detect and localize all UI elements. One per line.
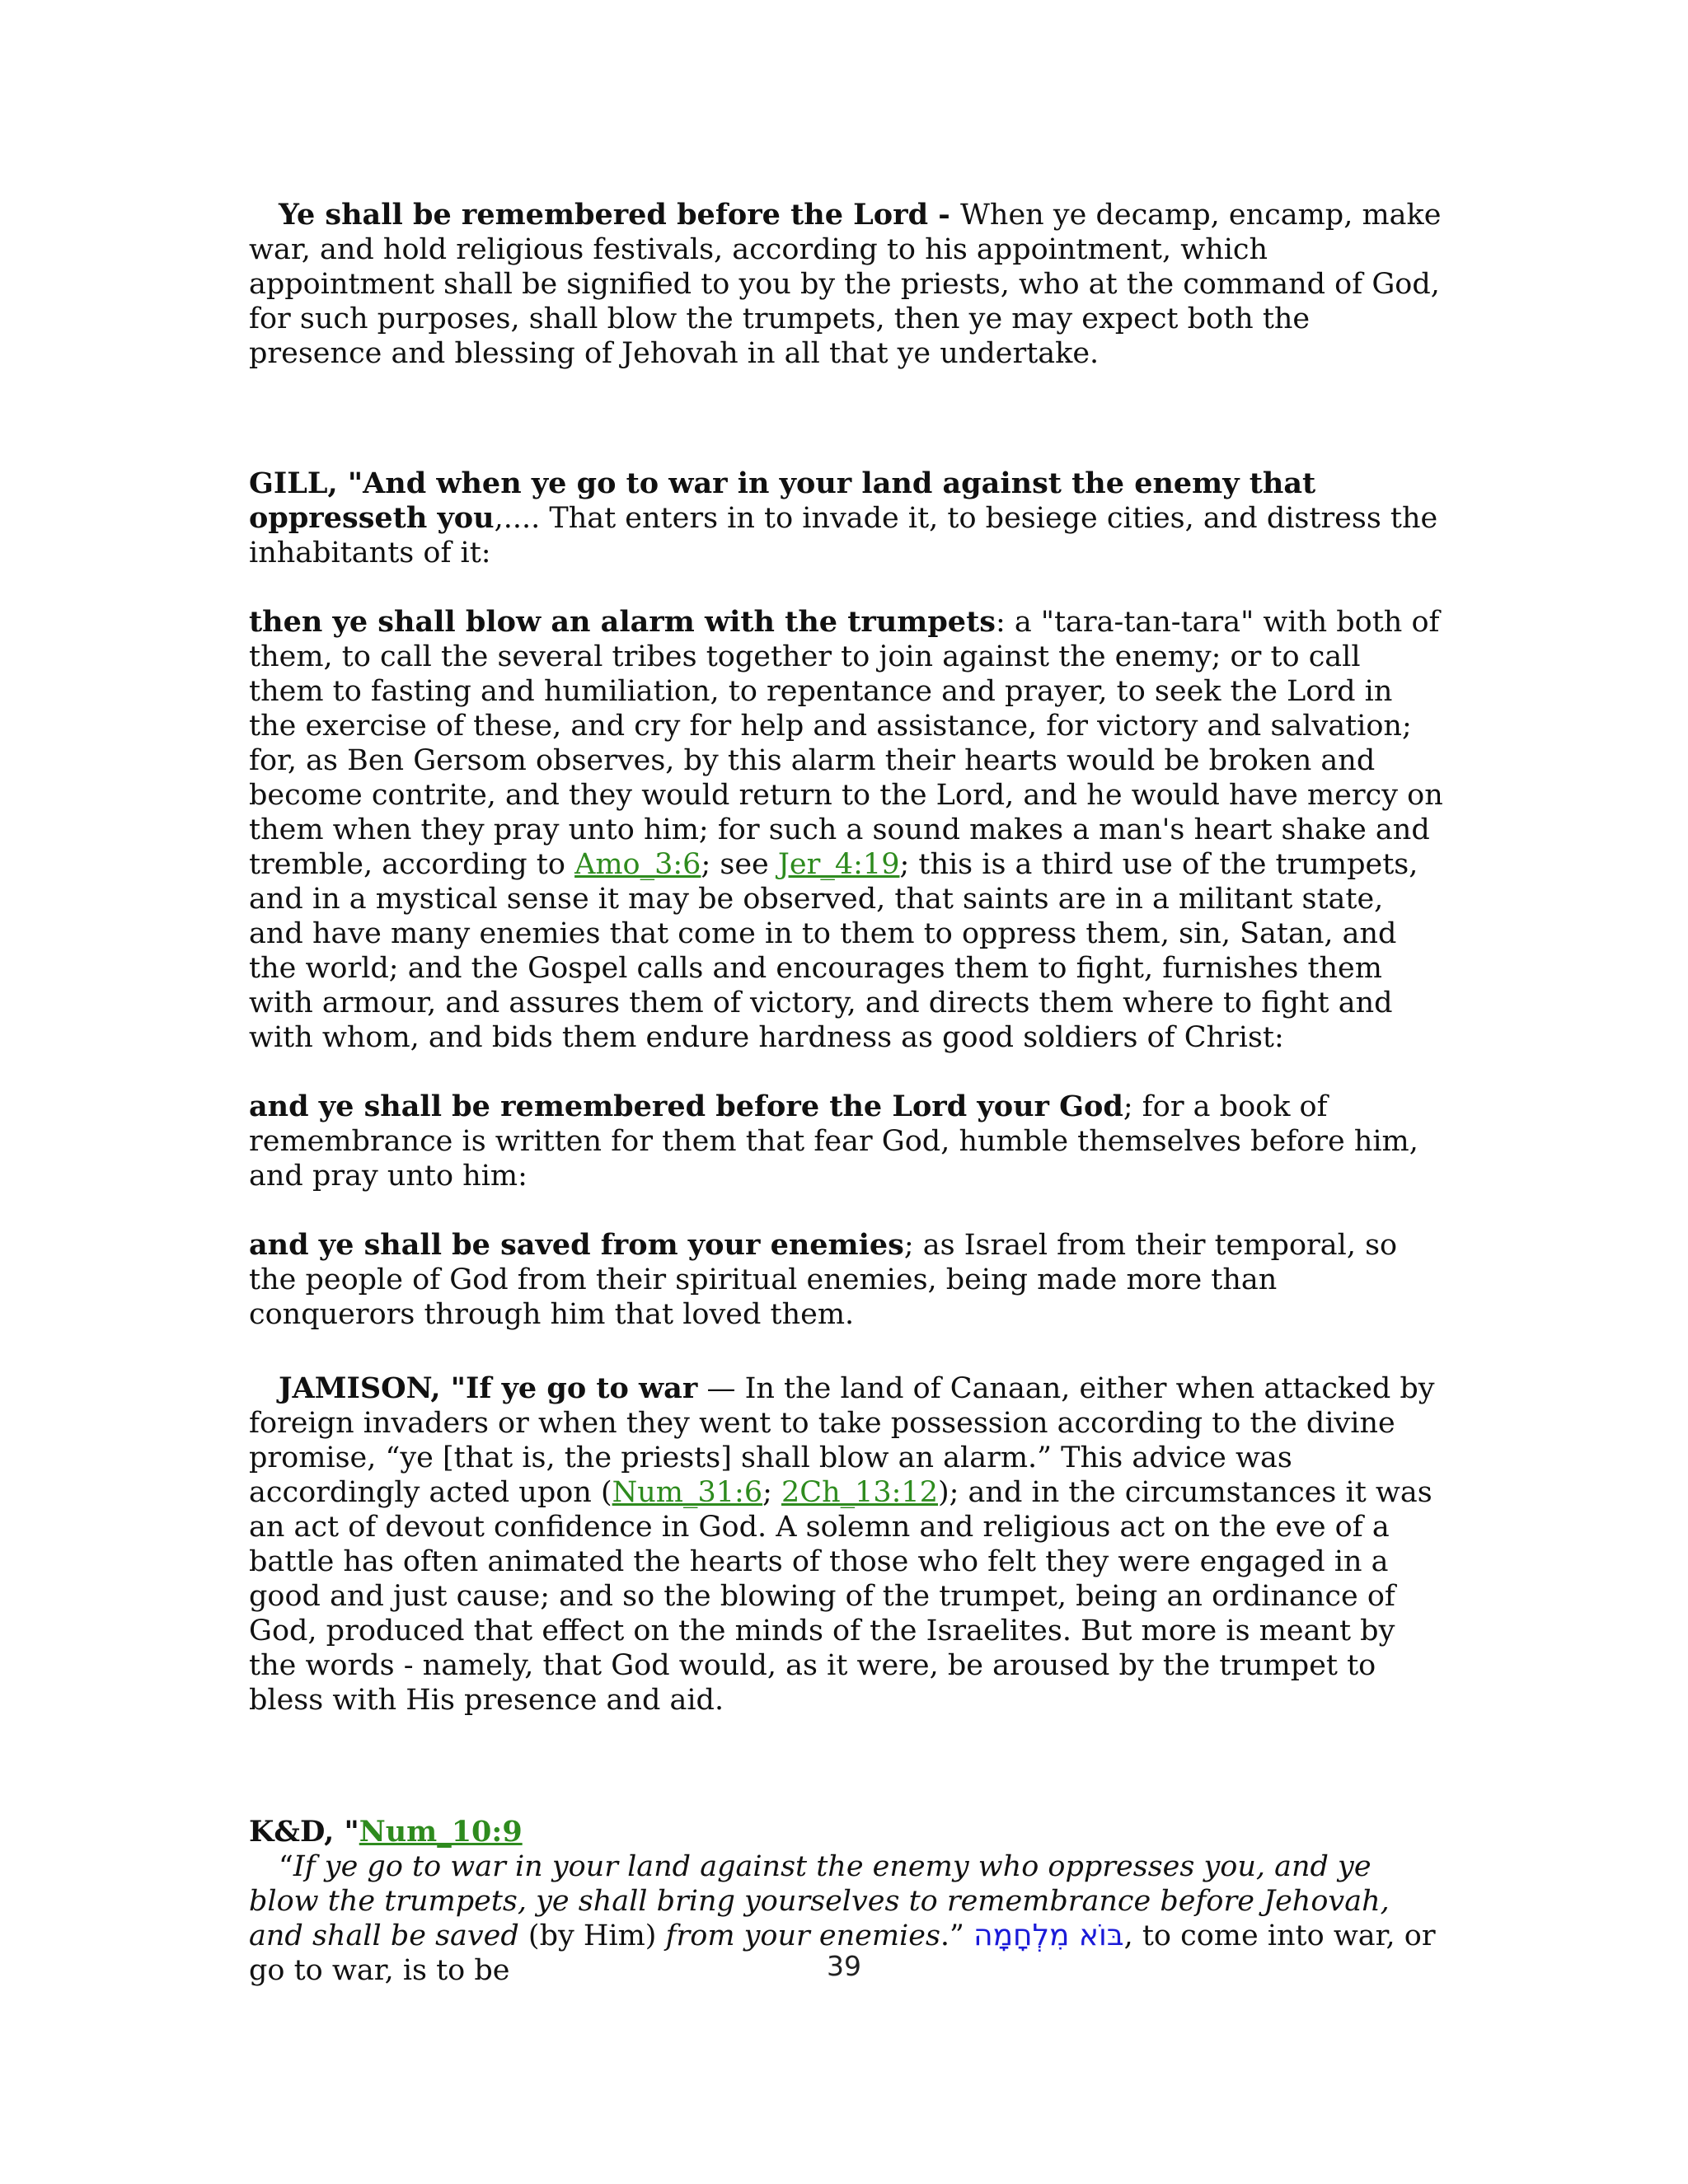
link-num-31-6[interactable]: Num_31:6 <box>612 1476 763 1509</box>
kd-heading <box>249 1815 1444 1849</box>
kd-quote-italic-b: from your enemies <box>665 1919 940 1952</box>
gill-p2-text-b: ; see <box>701 848 778 881</box>
kd-quote-italic-a: If ye go to war in your land against the enemy who oppresses you, and ye blow the trumpets, ye shall bring yourselves to remembrance before Jehovah, and shall be saved <box>249 1850 1390 1952</box>
gill-paragraph-3 <box>249 1090 1444 1193</box>
kd-tail: , to come into war, or go to war, is to be <box>249 1919 1436 1987</box>
link-2ch-13-12[interactable]: 2Ch_13:12 <box>781 1476 938 1509</box>
gill-p2-text-c: ; this is a third use of the trumpets, and in a mystical sense it may be observed, that saints are in a militant state, and have many enemies that come in to them to oppress them, sin, Satan, and the world; and the Gospel calls and encourages them to fight, furnishes them with armour, and assures them of victory, and directs them where to fight and with whom, and bids them endure hardness as good soldiers of Christ: <box>249 848 1418 1054</box>
gill-p3-heading: and ye shall be remembered before the Lord your God <box>249 1090 1123 1123</box>
page-content <box>249 198 1444 1988</box>
kd-hebrew-text: בּוֹא מִלְחָמָה <box>973 1919 1124 1952</box>
page-number: 39 <box>827 1950 861 1982</box>
gill-paragraph-2 <box>249 605 1444 1055</box>
kd-quote-close: .” <box>940 1919 974 1952</box>
jamison-text-b: ); and in the circumstances it was an act of devout confidence in God. A solemn and religious act on the eve of a battle has often animated the hearts of those who felt they were engaged in a good and just cause; and so the blowing of the trumpet, being an ordinance of God, produced that effect on the minds of the Israelites. But more is meant by the words - namely, that God would, as it were, be aroused by the trumpet to bless with His presence and aid. <box>249 1476 1432 1717</box>
jamison-text-a: — In the land of Canaan, either when attacked by foreign invaders or when they went to take possession according to the divine promise, “ye [that is, the priests] shall blow an alarm.” This advice was accordingly acted upon ( <box>249 1372 1435 1509</box>
barnes-paragraph <box>249 198 1444 371</box>
jamison-heading: JAMISON, "If ye go to war <box>279 1371 698 1405</box>
spacer <box>249 570 1444 605</box>
gill-p3-text: ; for a book of remembrance is written for them that fear God, humble themselves before him, and pray unto him: <box>249 1090 1418 1193</box>
barnes-heading: Ye shall be remembered before the Lord - <box>279 198 960 232</box>
jamison-paragraph <box>249 1371 1444 1718</box>
spacer <box>249 1718 1444 1815</box>
gill-paragraph-4 <box>249 1228 1444 1332</box>
kd-quote-plain: (by Him) <box>518 1919 666 1952</box>
link-jer-4-19[interactable]: Jer_4:19 <box>777 848 900 881</box>
link-amo-3-6[interactable]: Amo_3:6 <box>574 848 701 881</box>
spacer <box>249 1055 1444 1090</box>
spacer <box>249 1332 1444 1371</box>
gill-p4-heading: and ye shall be saved from your enemies <box>249 1228 904 1262</box>
jamison-separator: ; <box>762 1476 782 1509</box>
kd-label: K&D, " <box>249 1815 359 1849</box>
gill-p4-text: ; as Israel from their temporal, so the people of God from their spiritual enemies, being made more than conquerors through him that loved them. <box>249 1229 1398 1331</box>
gill-intro-heading: GILL, "And when ye go to war in your land against the enemy that oppresseth you <box>249 466 1316 535</box>
barnes-text: When ye decamp, encamp, make war, and hold religious festivals, according to his appointment, which appointment shall be signified to you by the priests, who at the command of God, for such purposes, shall blow the trumpets, then ye may expect both the presence and blessing of Jehovah in all that ye undertake. <box>249 199 1442 370</box>
gill-intro-paragraph <box>249 466 1444 570</box>
link-num-10-9[interactable]: Num_10:9 <box>359 1815 523 1849</box>
spacer <box>249 371 1444 466</box>
spacer <box>249 1193 1444 1228</box>
kd-quote-open: “ <box>279 1850 293 1883</box>
gill-p2-heading: then ye shall blow an alarm with the trumpets <box>249 605 996 639</box>
gill-p2-text-a: : a "tara-tan-tara" with both of them, to call the several tribes together to join against the enemy; or to call them to fasting and humiliation, to repentance and prayer, to seek the Lord in the exercise of these, and cry for help and assistance, for victory and salvation; for, as Ben Gersom observes, by this alarm their hearts would be broken and become contrite, and they would return to the Lord, and he would have mercy on them when they pray unto him; for such a sound makes a man's heart shake and tremble, according to <box>249 606 1443 881</box>
gill-intro-text: ,.... That enters in to invade it, to besiege cities, and distress the inhabitants of it: <box>249 502 1438 569</box>
